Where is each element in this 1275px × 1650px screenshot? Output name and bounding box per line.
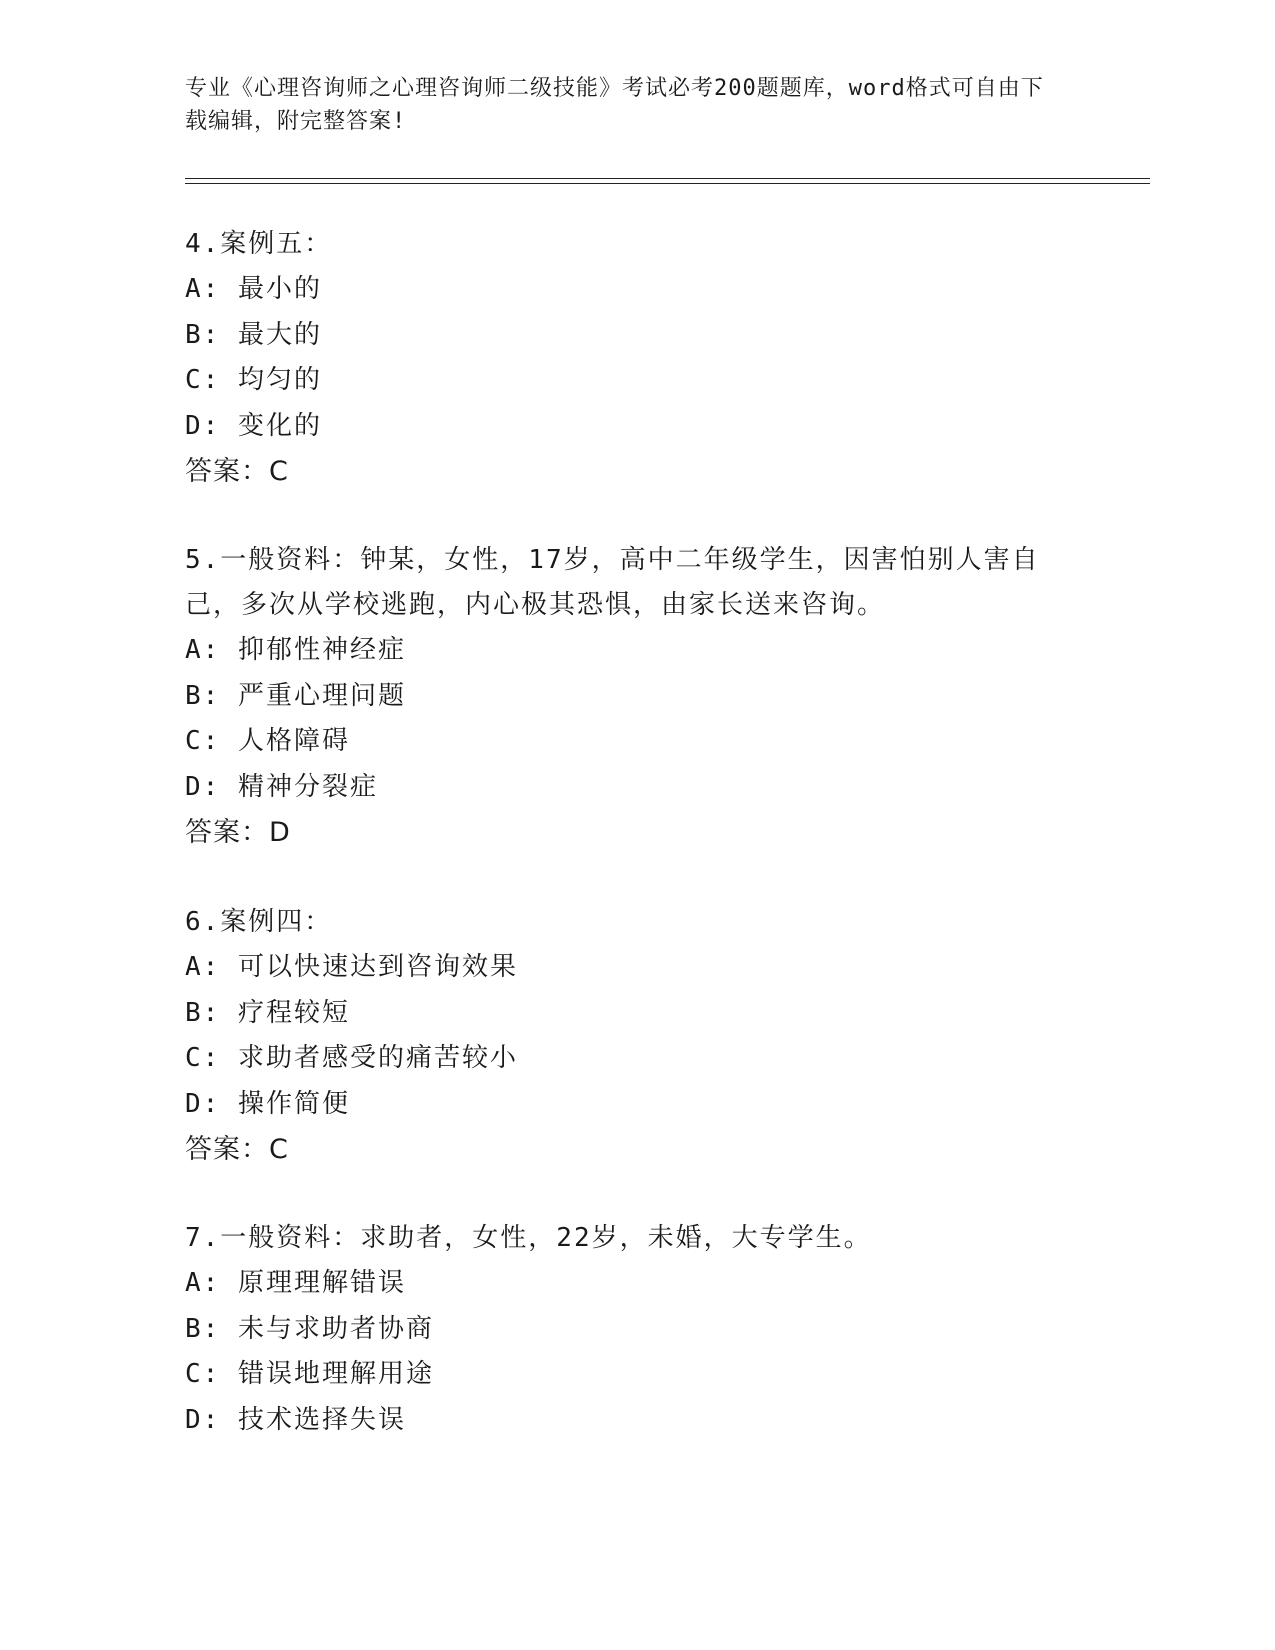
question-4	[185, 222, 1065, 494]
option-b: B: 疗程较短	[185, 997, 350, 1028]
option-c: C: 求助者感受的痛苦较小	[185, 1043, 518, 1073]
option-b: B: 严重心理问题	[185, 680, 406, 711]
document-intro: 专业《心理咨询师之心理咨询师二级技能》考试必考200题题库，word格式可自由下载编辑，附完整答案!	[185, 76, 1044, 134]
header-divider-bottom	[185, 183, 1150, 184]
answer: 答案：C	[185, 456, 289, 487]
header-divider-top	[185, 178, 1150, 179]
option-a: A: 可以快速达到咨询效果	[185, 952, 518, 982]
option-d: D: 技术选择失误	[185, 1404, 406, 1435]
question-6	[185, 900, 1065, 1172]
question-title: 4.案例五：	[185, 229, 333, 259]
option-d: D: 变化的	[185, 410, 322, 441]
option-b: B: 最大的	[185, 319, 322, 350]
question-title: 7.一般资料：求助者，女性，22岁，未婚，大专学生。	[185, 1223, 872, 1253]
option-a: A: 最小的	[185, 274, 322, 304]
question-title: 6.案例四：	[185, 907, 333, 937]
question-title: 5.一般资料：钟某，女性，17岁，高中二年级学生，因害怕别人害自己，多次从学校逃跑，内心极其恐惧，由家长送来咨询。	[185, 545, 1040, 620]
option-b: B: 未与求助者协商	[185, 1313, 434, 1344]
option-c: C: 人格障碍	[185, 726, 350, 756]
option-c: C: 错误地理解用途	[185, 1359, 434, 1389]
option-d: D: 精神分裂症	[185, 771, 378, 802]
question-5	[185, 538, 1065, 855]
option-a: A: 原理理解错误	[185, 1268, 406, 1298]
option-c: C: 均匀的	[185, 365, 322, 395]
answer: 答案：C	[185, 1134, 289, 1165]
answer: 答案：D	[185, 817, 291, 848]
option-d: D: 操作简便	[185, 1088, 350, 1119]
question-7	[185, 1216, 1065, 1443]
option-a: A: 抑郁性神经症	[185, 635, 406, 665]
